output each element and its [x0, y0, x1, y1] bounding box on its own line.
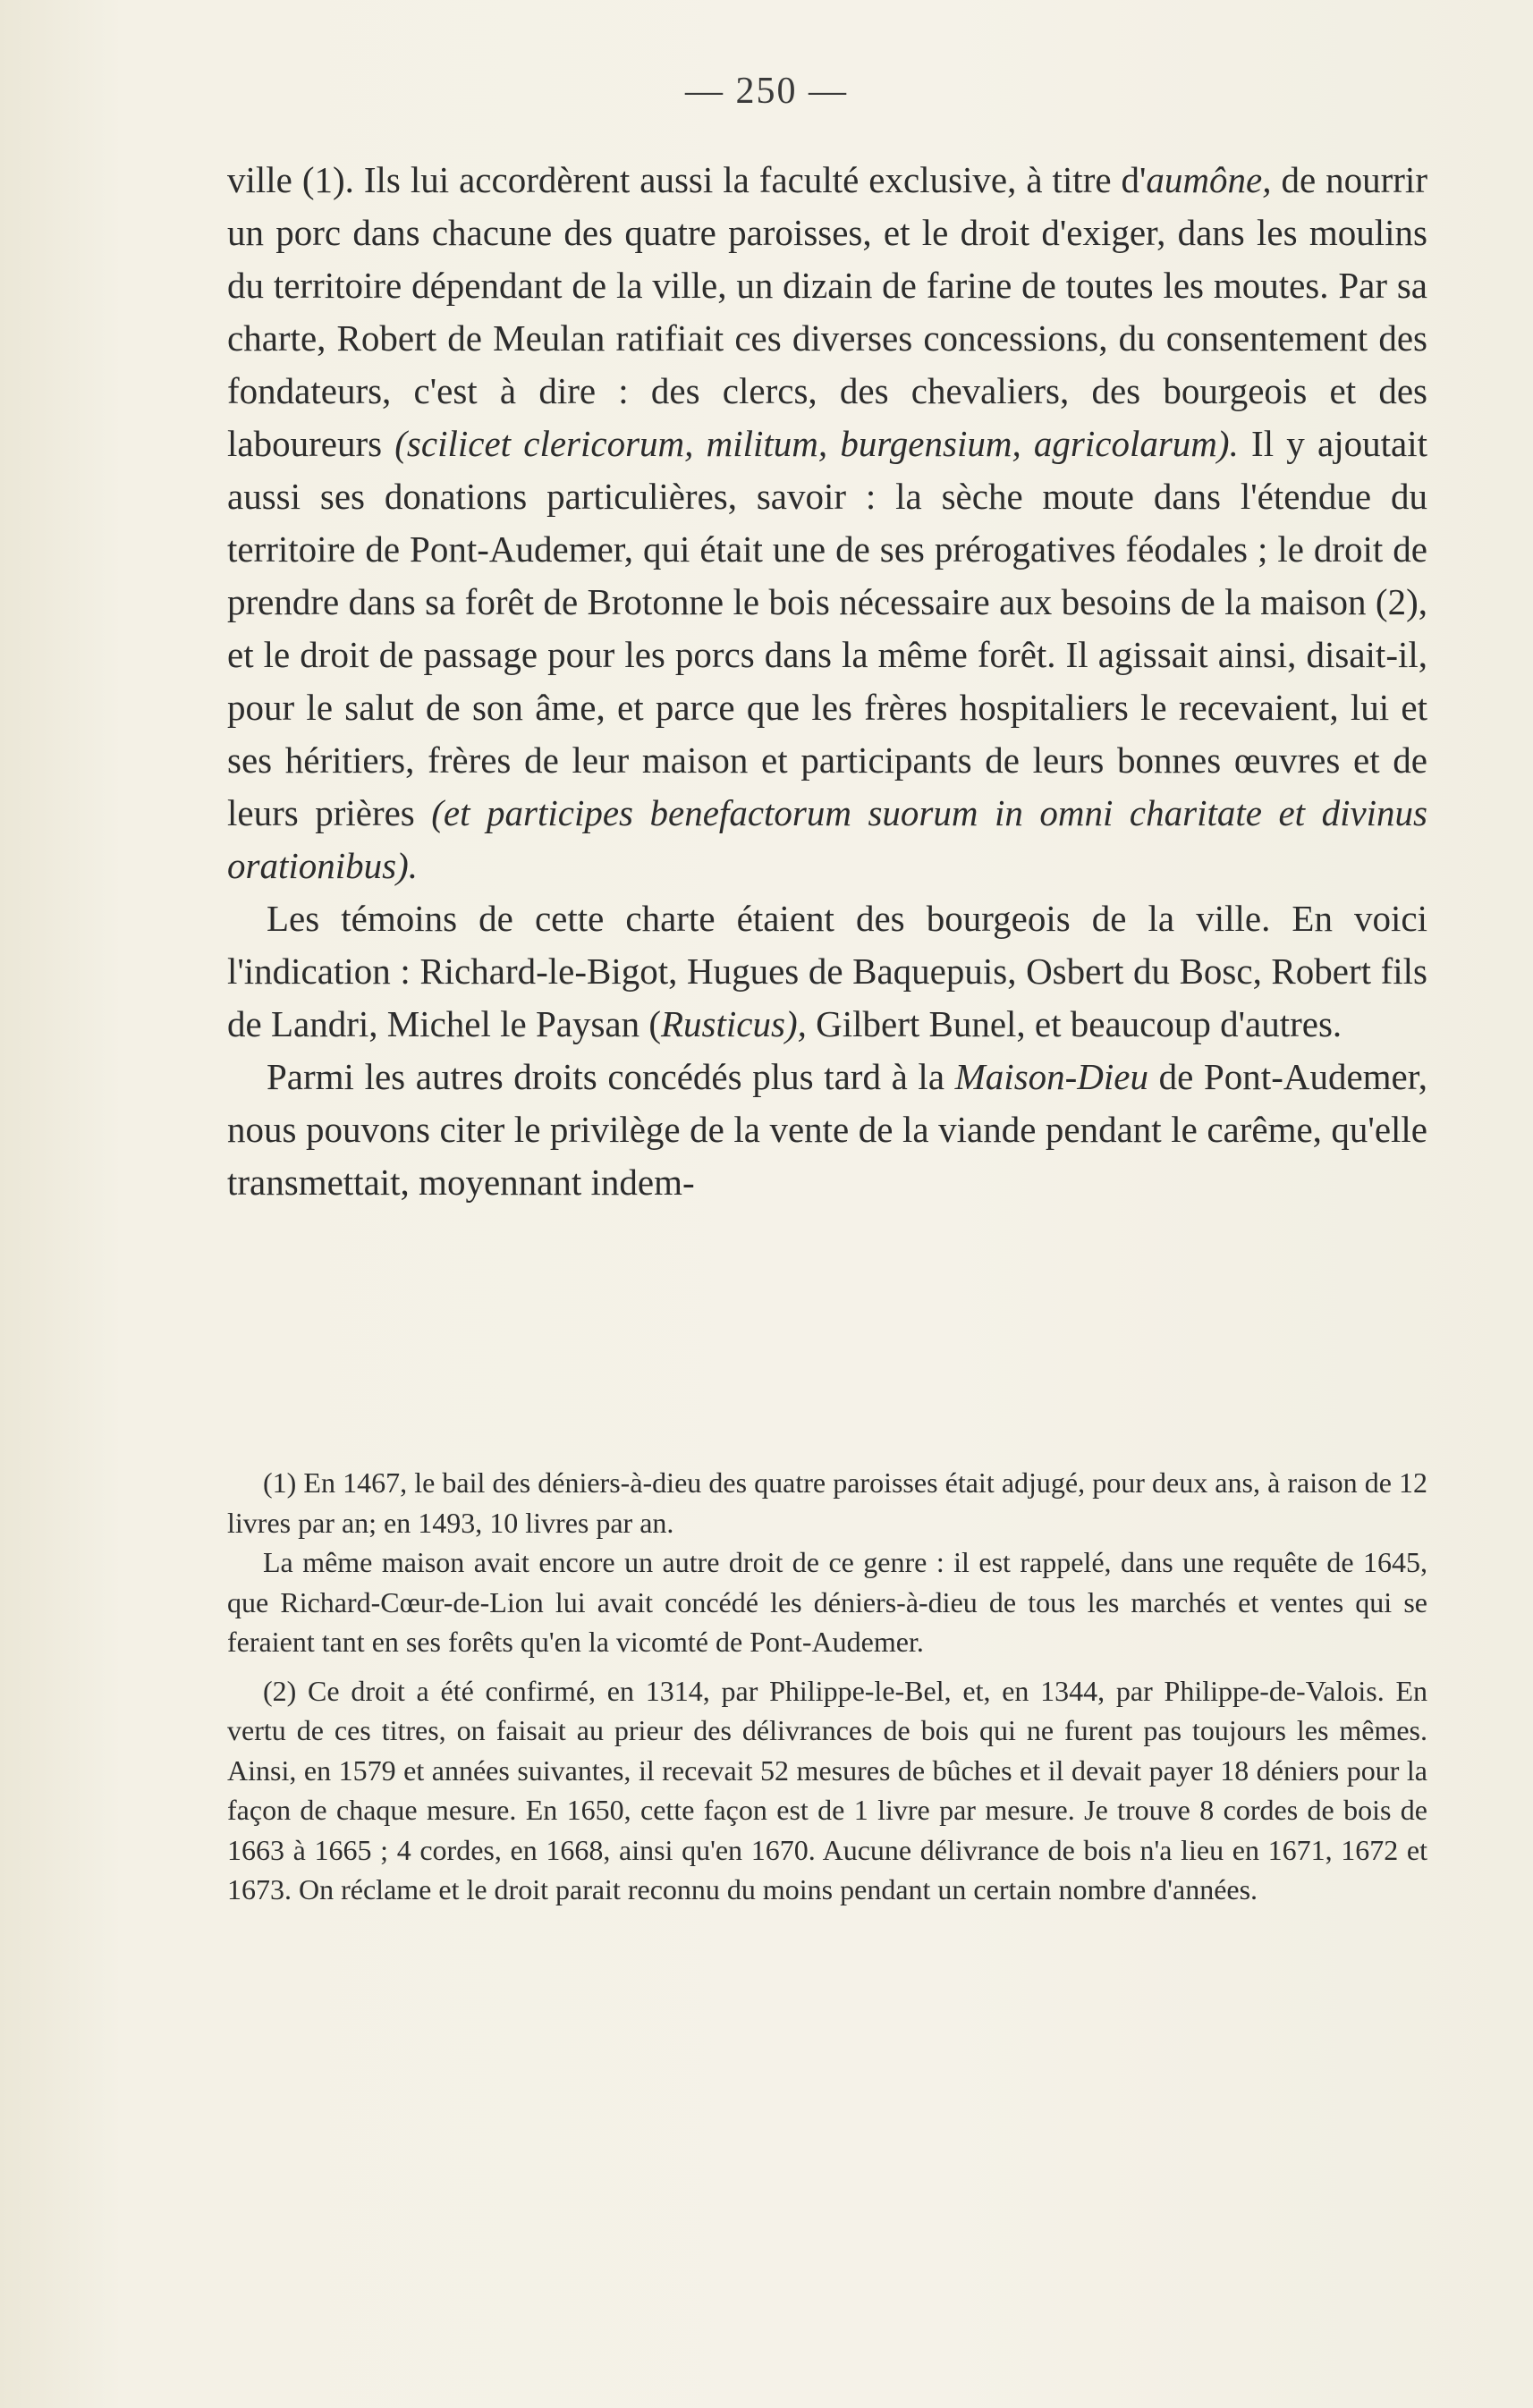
- italic-run: Maison-Dieu: [954, 1056, 1149, 1097]
- footnotes: [227, 1463, 1427, 1910]
- text-run: ville (1). Ils lui accordèrent aussi la faculté exclusive, à titre d': [227, 159, 1147, 200]
- text-run: de nourrir un porc dans chacune des quatre paroisses, et le droit d'exiger, dans les moulins du territoire dépendant de la ville, un dizain de farine de toutes les moutes. Par sa charte, Robert de Meulan ratifiait ces diverses concessions, du consentement des fondateurs, c'est à dire : des clercs, des chevaliers, des bourgeois et des laboureurs: [227, 159, 1427, 464]
- footnote-2: (2) Ce droit a été confirmé, en 1314, par Philippe-le-Bel, et, en 1344, par Philippe-de-Valois. En vertu de ces titres, on faisait au prieur des délivrances de bois qui ne furent pas toujours les mêmes. Ainsi, en 1579 et années suivantes, il recevait 52 mesures de bûches et il devait payer 18 déniers pour la façon de chaque mesure. En 1650, cette façon est de 1 livre par mesure. Je trouve 8 cordes de bois de 1663 à 1665 ; 4 cordes, en 1668, ainsi qu'en 1670. Aucune délivrance de bois n'a lieu en 1671, 1672 et 1673. On réclame et le droit parait reconnu du moins pendant un certain nombre d'années.: [227, 1674, 1427, 1905]
- text-run: Gilbert Bunel, et beaucoup d'autres.: [806, 1003, 1342, 1044]
- text-run: Il y ajoutait aussi ses donations particulières, savoir : la sèche moute dans l'étendue du territoire de Pont-Audemer, qui était une de ses prérogatives féodales ; le droit de prendre dans sa forêt de Brotonne le bois nécessaire aux besoins de la maison (2), et le droit de passage pour les porcs dans la même forêt. Il agissait ainsi, disait-il, pour le salut de son âme, et parce que les frères hospitaliers le recevaient, lui et ses héritiers, frères de leur maison et participants de leurs bonnes œuvres et de leurs prières: [227, 423, 1427, 833]
- footnote-1: (1) En 1467, le bail des déniers-à-dieu des quatre paroisses était adjugé, pour deux ans, à raison de 12 livres par an; en 1493, 10 livres par an.: [227, 1466, 1427, 1539]
- paragraph-2: [227, 892, 1427, 1051]
- italic-run: Rusticus),: [661, 1003, 807, 1044]
- italic-run: aumône,: [1146, 159, 1272, 200]
- footnote-1-continued: La même maison avait encore un autre droit de ce genre : il est rappelé, dans une requête de 1645, que Richard-Cœur-de-Lion lui avait concédé les déniers-à-dieu de tous les marchés et ventes qui se feraient tant en ses forêts qu'en la vicomté de Pont-Audemer.: [227, 1546, 1427, 1658]
- page-number: — 250 —: [685, 71, 848, 112]
- paragraph-1: [227, 154, 1427, 892]
- paragraph-3: [227, 1051, 1427, 1209]
- text-run: de Pont-Audemer, nous pouvons citer le privilège de la vente de la viande pendant le carême, qu'elle transmettait, moyennant indem-: [227, 1056, 1427, 1203]
- latin-quote: (scilicet clericorum, militum, burgensium, agricolarum).: [394, 423, 1239, 464]
- latin-quote: (et participes benefactorum suorum in omni charitate et divinus orationibus).: [227, 792, 1428, 886]
- text-run: Les témoins de cette charte étaient des bourgeois de la ville. En voici l'indication : Richard-le-Bigot, Hugues de Baquepuis, Osbert du Bosc, Robert fils de Landri, Michel le Paysan (: [227, 898, 1427, 1044]
- text-run: Parmi les autres droits concédés plus tard à la: [267, 1056, 955, 1097]
- body-text: [227, 154, 1427, 1209]
